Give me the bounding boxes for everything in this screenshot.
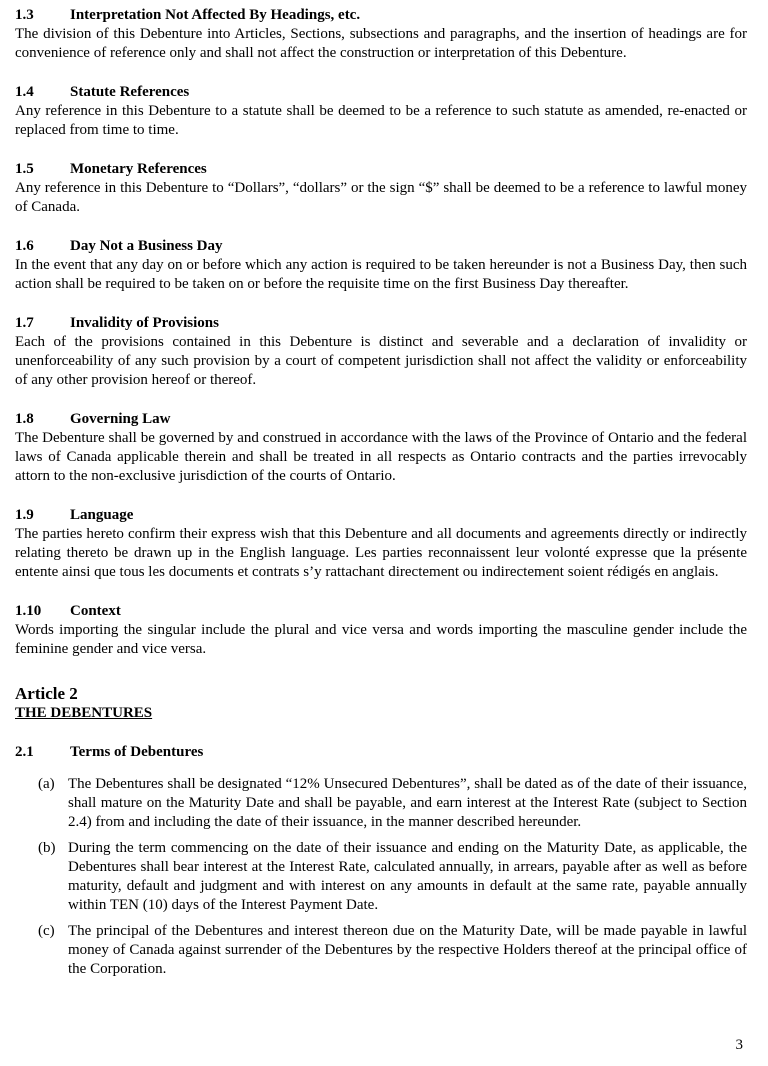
section-heading <box>15 602 747 621</box>
section-body: Words importing the singular include the plural and vice versa and words importing the masculine gender include the feminine gender and vice versa. <box>15 622 747 657</box>
section-body: Any reference in this Debenture to “Dollars”, “dollars” or the sign “$” shall be deemed to be a reference to lawful money of Canada. <box>15 180 747 215</box>
section-body: Any reference in this Debenture to a statute shall be deemed to be a reference to such statute as amended, re-enacted or replaced from time to time. <box>15 103 747 138</box>
list-item-text: The Debentures shall be designated “12% Unsecured Debentures”, shall be dated as of the date of their issuance, shall mature on the Maturity Date and shall be payable, and earn interest at the Interest Rate (subject to Section 2.4) from and including the date of their issuance, in the manner described hereunder. <box>68 776 747 830</box>
section-heading <box>15 743 747 762</box>
section-number: 2.1 <box>15 744 34 760</box>
section-title: Monetary References <box>70 161 207 177</box>
section-1-4 <box>15 83 747 140</box>
section-number: 1.4 <box>15 84 34 100</box>
section-title: Language <box>70 507 134 523</box>
section-body: The Debenture shall be governed by and construed in accordance with the laws of the Province of Ontario and the federal laws of Canada applicable therein and shall be treated in all respects as Ontario contracts and the parties irrevocably attorn to the non-exclusive jurisdiction of the courts of Ontario. <box>15 430 747 484</box>
list-item-marker: (c) <box>38 923 55 939</box>
section-1-10 <box>15 602 747 659</box>
section-heading <box>15 83 747 102</box>
section-body: In the event that any day on or before which any action is required to be taken hereunder is not a Business Day, then such action shall be required to be taken on or before the requisite time on the first Business Day thereafter. <box>15 257 747 292</box>
section-title: Governing Law <box>70 411 171 427</box>
section-number: 1.8 <box>15 411 34 427</box>
list-item-marker: (a) <box>38 776 55 792</box>
section-number: 1.9 <box>15 507 34 523</box>
section-heading <box>15 6 747 25</box>
section-heading <box>15 237 747 256</box>
section-number: 1.10 <box>15 603 42 619</box>
article-2-heading-block <box>15 683 747 723</box>
list-item-c <box>15 922 747 979</box>
section-1-7 <box>15 314 747 390</box>
section-number: 1.5 <box>15 161 34 177</box>
section-title: Terms of Debentures <box>70 744 204 760</box>
page-number: 3 <box>735 1037 743 1053</box>
section-title: Statute References <box>70 84 190 100</box>
section-heading <box>15 314 747 333</box>
section-body: Each of the provisions contained in this Debenture is distinct and severable and a declaration of invalidity or unenforceability of any such provision by a court of competent jurisdiction shall not affect the validity or enforceability of any other provision hereof or thereof. <box>15 334 747 388</box>
section-title: Context <box>70 603 121 619</box>
section-body: The division of this Debenture into Articles, Sections, subsections and paragraphs, and the insertion of headings are for convenience of reference only and shall not affect the construction or interpretation of this Debenture. <box>15 26 747 61</box>
section-title: Interpretation Not Affected By Headings, etc. <box>70 7 361 23</box>
section-title: Day Not a Business Day <box>70 238 223 254</box>
list-item-a <box>15 775 747 832</box>
section-1-9 <box>15 506 747 582</box>
section-1-6 <box>15 237 747 294</box>
section-1-8 <box>15 410 747 486</box>
list-item-b <box>15 839 747 915</box>
section-2-1 <box>15 743 747 979</box>
list-item-marker: (b) <box>38 840 56 856</box>
section-number: 1.6 <box>15 238 34 254</box>
article-subtitle: THE DEBENTURES <box>15 705 153 721</box>
section-body: The parties hereto confirm their express wish that this Debenture and all documents and agreements directly or indirectly relating thereto be drawn up in the English language. Les parties reconnaissent leur volonté expresse que la présente entente ainsi que tous les documents et contrats s’y rattachant directement ou indirectement soient rédigés en anglais. <box>15 526 747 580</box>
list-item-text: The principal of the Debentures and interest thereon due on the Maturity Date, will be made payable in lawful money of Canada against surrender of the Debentures by the respective Holders thereof at the principal office of the Corporation. <box>68 923 747 977</box>
section-heading <box>15 410 747 429</box>
section-1-3 <box>15 6 747 63</box>
section-heading <box>15 160 747 179</box>
section-1-5 <box>15 160 747 217</box>
list-item-text: During the term commencing on the date of their issuance and ending on the Maturity Date, as applicable, the Debentures shall bear interest at the Interest Rate, calculated annually, in arrears, payable after as well as before maturity, default and judgment and with interest on any amounts in default at the same rate, payable annually within TEN (10) days of the Interest Payment Date. <box>68 840 747 913</box>
section-title: Invalidity of Provisions <box>70 315 219 331</box>
section-heading <box>15 506 747 525</box>
article-title: Article 2 <box>15 684 78 703</box>
section-number: 1.7 <box>15 315 34 331</box>
section-number: 1.3 <box>15 7 34 23</box>
